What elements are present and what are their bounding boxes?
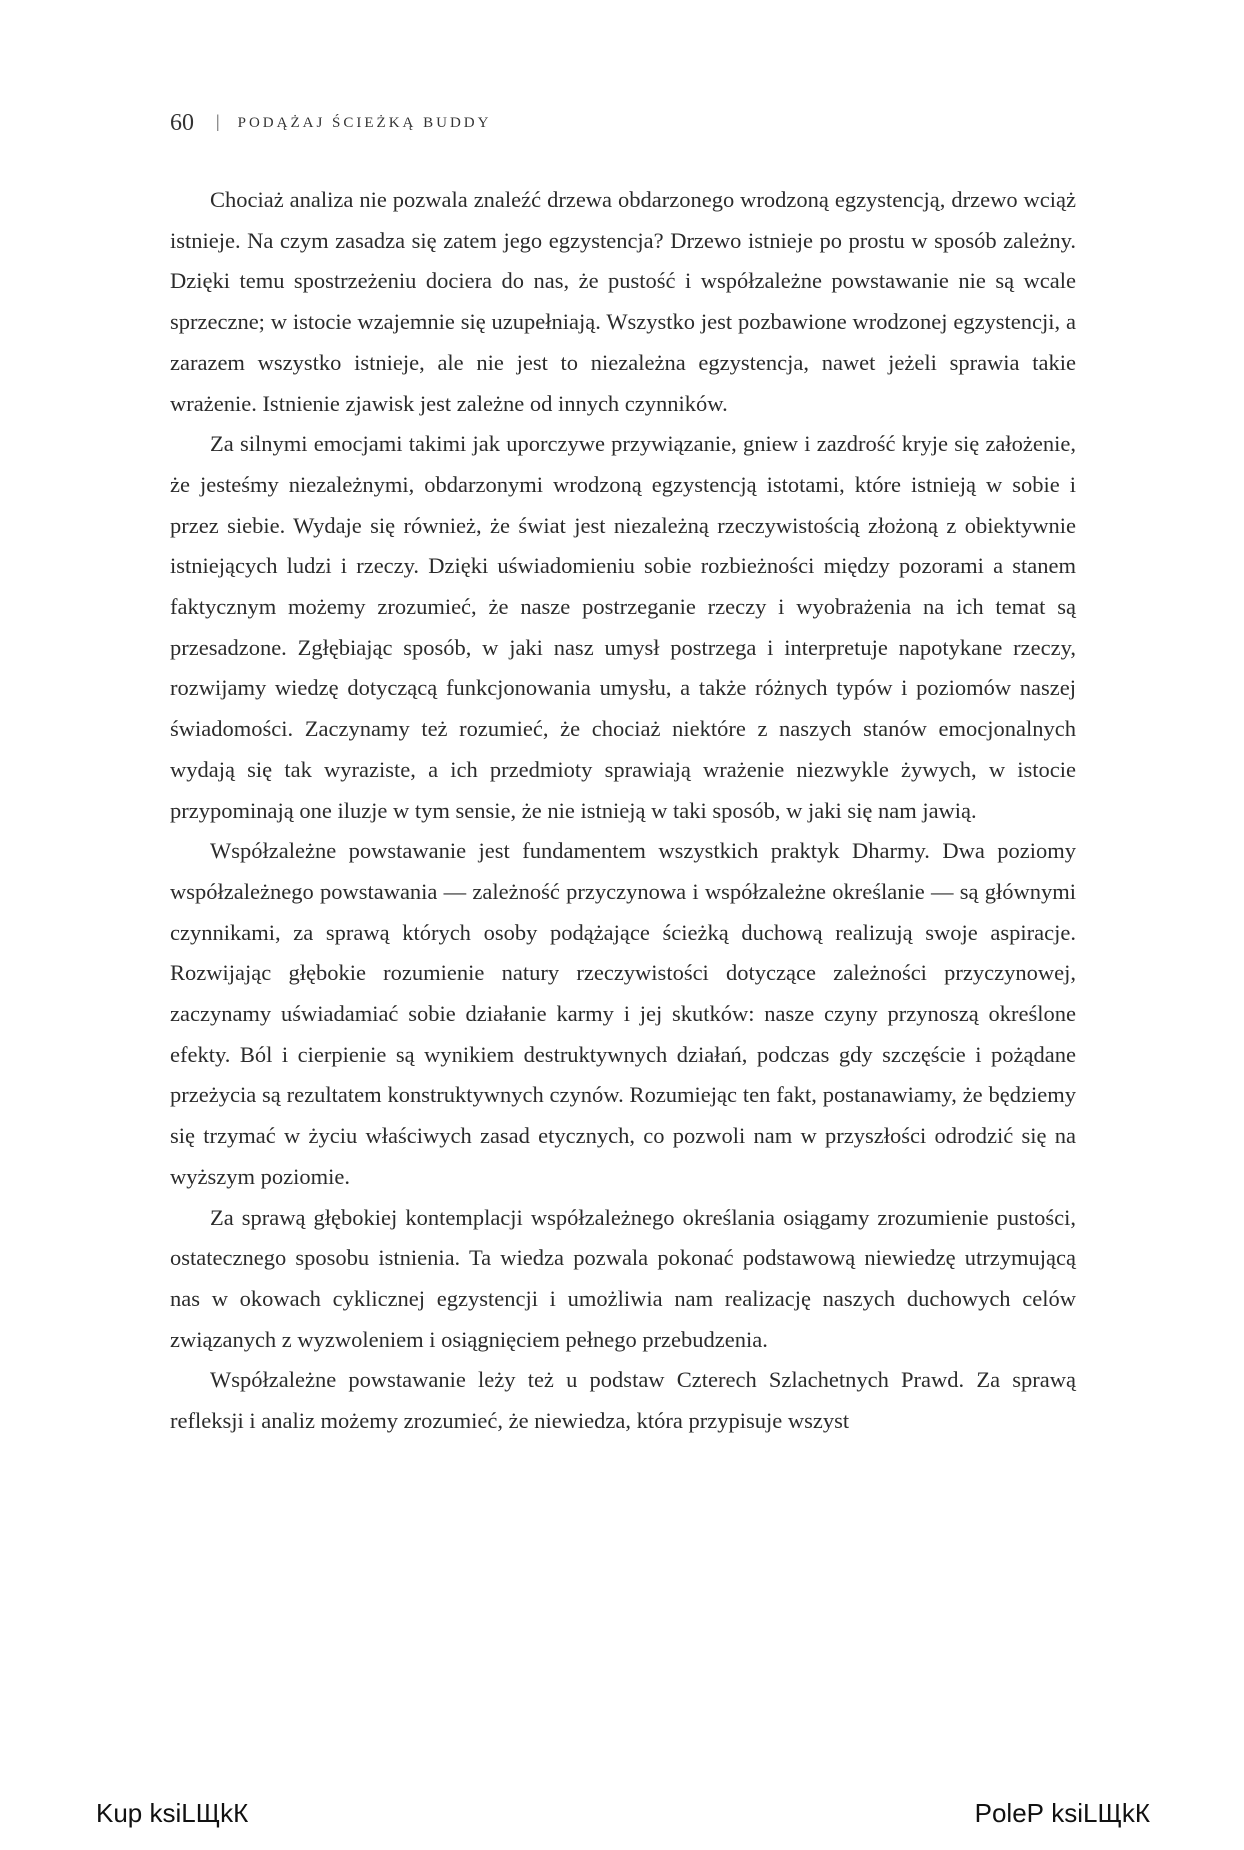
page-body-text (170, 180, 1076, 1442)
paragraph-2: Za silnymi emocjami takimi jak uporczywe przywiązanie, gniew i zazdrość kryje się założenie, że jesteśmy niezależnymi, obdarzonymi wrodzoną egzystencją istotami, które istnieją w sobie i przez siebie. Wydaje się również, że świat jest niezależną rzeczywistością złożoną z obiektywnie istniejących ludzi i rzeczy. Dzięki uświadomieniu sobie rozbieżności między pozorami a stanem faktycznym możemy zrozumieć, że nasze postrzeganie rzeczy i wyobrażenia na ich temat są przesadzone. Zgłębiając sposób, w jaki nasz umysł postrzega i interpretuje napotykane rzeczy, rozwijamy wiedzę dotyczącą funkcjonowania umysłu, a także różnych typów i poziomów naszej świadomości. Zaczynamy też rozumieć, że chociaż niektóre z naszych stanów emocjonalnych wydają się tak wyraziste, a ich przedmioty sprawiają wrażenie niezwykle żywych, w istocie przypominają one iluzje w tym sensie, że nie istnieją w taki sposób, w jaki się nam jawią. (170, 431, 1076, 823)
running-header (170, 110, 491, 137)
page-number: 60 (170, 110, 194, 136)
buy-book-link[interactable]: Kup ksiLЩkК (96, 1798, 249, 1828)
running-title: PODĄŻAJ ŚCIEŻKĄ BUDDY (237, 115, 492, 131)
header-separator: | (216, 111, 220, 131)
paragraph-4: Za sprawą głębokiej kontemplacji współzależnego określania osiągamy zrozumienie pustości, ostatecznego sposobu istnienia. Ta wiedza pozwala pokonać podstawową niewiedzę utrzymującą nas w okowach cyklicznej egzystencji i umożliwia nam realizację naszych duchowych celów związanych z wyzwoleniem i osiągnięciem pełnego przebudzenia. (170, 1204, 1076, 1352)
paragraph-5: Współzależne powstawanie leży też u podstaw Czterech Szlachetnych Prawd. Za sprawą refleksji i analiz możemy zrozumieć, że niewiedza, która przypisuje wszyst (170, 1367, 1076, 1434)
paragraph-3: Współzależne powstawanie jest fundamentem wszystkich praktyk Dharmy. Dwa poziomy współzależnego powstawania — zależność przyczynowa i współzależne określanie — są głównymi czynnikami, za sprawą których osoby podążające ścieżką duchową realizują swoje aspiracje. Rozwijając głębokie rozumienie natury rzeczywistości dotyczące zależności przyczynowej, zaczynamy uświadamiać sobie działanie karmy i jej skutków: nasze czyny przynoszą określone efekty. Ból i cierpienie są wynikiem destruktywnych działań, podczas gdy szczęście i pożądane przeżycia są rezultatem konstruktywnych czynów. Rozumiejąc ten fakt, postanawiamy, że będziemy się trzymać w życiu właściwych zasad etycznych, co pozwoli nam w przyszłości odrodzić się na wyższym poziomie. (170, 838, 1076, 1189)
recommend-book-link[interactable]: PoleР ksiLЩkК (974, 1798, 1150, 1828)
paragraph-1: Chociaż analiza nie pozwala znaleźć drzewa obdarzonego wrodzoną egzystencją, drzewo wciąż istnieje. Na czym zasadza się zatem jego egzystencja? Drzewo istnieje po prostu w sposób zależny. Dzięki temu spostrzeżeniu dociera do nas, że pustość i współzależne powstawanie nie są wcale sprzeczne; w istocie wzajemnie się uzupełniają. Wszystko jest pozbawione wrodzonej egzystencji, a zarazem wszystko istnieje, ale nie jest to niezależna egzystencja, nawet jeżeli sprawia takie wrażenie. Istnienie zjawisk jest zależne od innych czynników. (170, 187, 1076, 416)
